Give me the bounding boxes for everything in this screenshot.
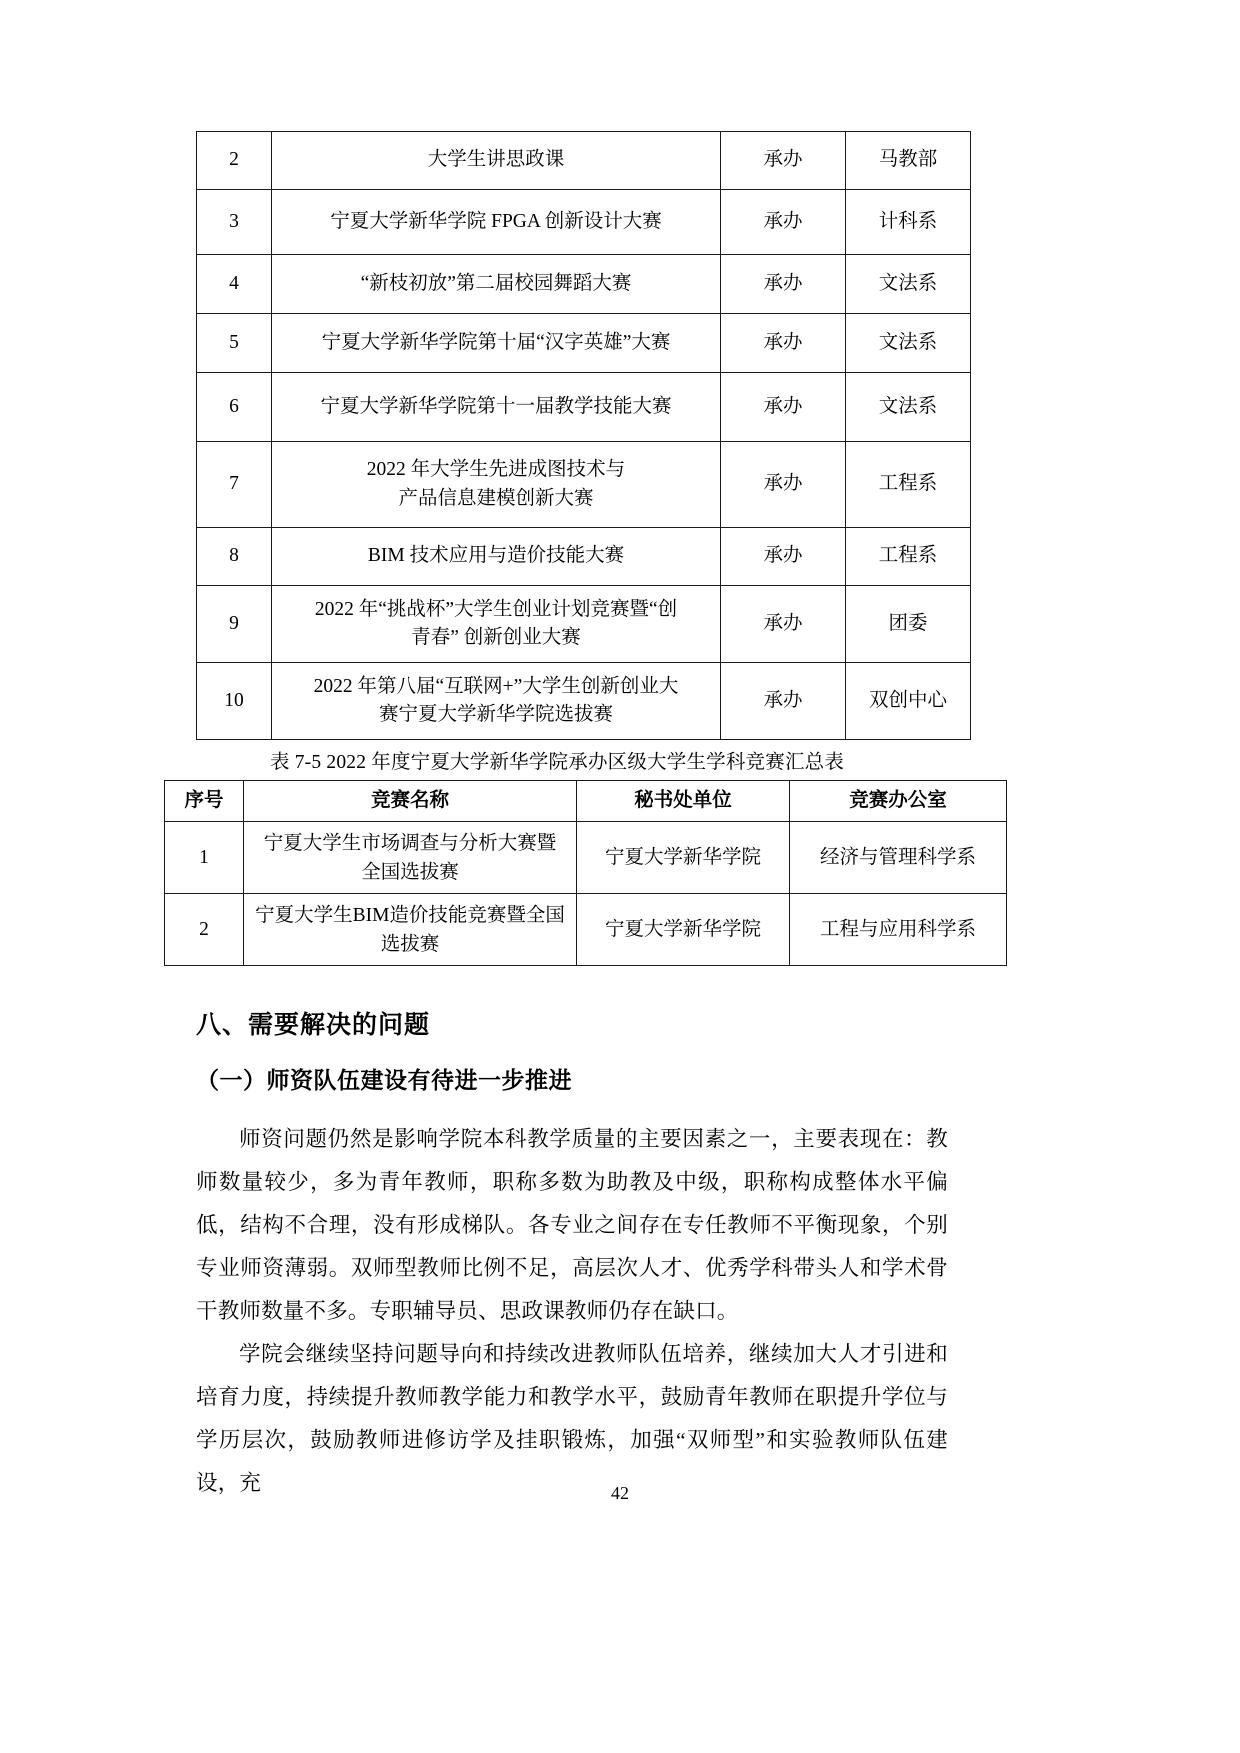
body-text-block <box>196 1118 948 1505</box>
cell-dept: 工程系 <box>846 442 971 528</box>
cell-role: 承办 <box>721 314 846 373</box>
cell-dept: 文法系 <box>846 314 971 373</box>
cell-no: 8 <box>197 528 272 586</box>
cell-role: 承办 <box>721 132 846 190</box>
cell-name-line-2: 产品信息建模创新大赛 <box>398 487 594 509</box>
cell-secretariat: 宁夏大学新华学院 <box>577 822 790 894</box>
cell-no: 4 <box>197 255 272 314</box>
table-row <box>197 132 971 190</box>
table-header-row <box>165 781 1007 822</box>
table-row <box>197 442 971 528</box>
cell-dept: 工程系 <box>846 528 971 586</box>
table-body <box>197 132 971 740</box>
cell-name <box>244 894 577 966</box>
header-cell-secretariat: 秘书处单位 <box>577 781 790 822</box>
table-row <box>197 373 971 442</box>
cell-no: 7 <box>197 442 272 528</box>
competition-table-75 <box>164 780 976 966</box>
header-cell-office: 竞赛办公室 <box>790 781 1007 822</box>
cell-no: 5 <box>197 314 272 373</box>
table-row <box>197 663 971 740</box>
cell-name: “新枝初放”第二届校园舞蹈大赛 <box>272 255 721 314</box>
page-number: 42 <box>611 1483 629 1503</box>
header-cell-no: 序号 <box>165 781 244 822</box>
table-row <box>197 528 971 586</box>
cell-name-line-1: 2022 年“挑战杯”大学生创业计划竞赛暨“创 <box>314 598 678 620</box>
cell-role: 承办 <box>721 373 846 442</box>
cell-no: 10 <box>197 663 272 740</box>
cell-dept: 团委 <box>846 586 971 663</box>
cell-dept: 文法系 <box>846 373 971 442</box>
table-row <box>197 255 971 314</box>
table-body <box>165 822 1007 966</box>
cell-no: 1 <box>165 822 244 894</box>
cell-name-line-2: 选拔赛 <box>380 933 440 955</box>
cell-no: 2 <box>165 894 244 966</box>
cell-no: 3 <box>197 190 272 255</box>
cell-role: 承办 <box>721 528 846 586</box>
cell-name: BIM 技术应用与造价技能大赛 <box>272 528 721 586</box>
table-7-4 <box>196 131 971 740</box>
cell-name: 宁夏大学新华学院第十一届教学技能大赛 <box>272 373 721 442</box>
table-header <box>165 781 1007 822</box>
cell-name: 宁夏大学新华学院第十届“汉字英雄”大赛 <box>272 314 721 373</box>
cell-role: 承办 <box>721 586 846 663</box>
cell-role: 承办 <box>721 442 846 528</box>
cell-name-line-2: 赛宁夏大学新华学院选拔赛 <box>378 704 613 725</box>
cell-role: 承办 <box>721 190 846 255</box>
cell-secretariat: 宁夏大学新华学院 <box>577 894 790 966</box>
cell-office: 经济与管理科学系 <box>790 822 1007 894</box>
cell-dept: 双创中心 <box>846 663 971 740</box>
cell-name <box>272 586 721 663</box>
cell-dept: 文法系 <box>846 255 971 314</box>
cell-no: 2 <box>197 132 272 190</box>
cell-name-line-1: 宁夏大学生BIM造价技能竞赛暨全国 <box>255 904 565 926</box>
cell-name-line-1: 2022 年第八届“互联网+”大学生创新创业大 <box>313 675 679 697</box>
header-cell-name: 竞赛名称 <box>244 781 577 822</box>
table-row <box>197 314 971 373</box>
cell-name-line-2: 青春” 创新创业大赛 <box>411 627 581 648</box>
cell-name-line-1: 2022 年大学生先进成图技术与 <box>366 459 626 481</box>
cell-dept: 计科系 <box>846 190 971 255</box>
cell-name-line-2: 全国选拔赛 <box>361 861 459 883</box>
competition-table-continued <box>196 131 947 740</box>
cell-name <box>272 442 721 528</box>
cell-role: 承办 <box>721 255 846 314</box>
table-75-caption: 表 7-5 2022 年度宁夏大学新华学院承办区级大学生学科竞赛汇总表 <box>269 752 845 773</box>
cell-name-line-1: 宁夏大学生市场调查与分析大赛暨 <box>263 832 557 854</box>
table-row <box>165 894 1007 966</box>
section-heading: 八、需要解决的问题 <box>196 1010 431 1039</box>
cell-name <box>244 822 577 894</box>
cell-office: 工程与应用科学系 <box>790 894 1007 966</box>
table-row <box>197 190 971 255</box>
paragraph-1: 师资问题仍然是影响学院本科教学质量的主要因素之一，主要表现在：教师数量较少，多为青年教师，职称多数为助教及中级，职称构成整体水平偏低，结构不合理，没有形成梯队。各专业之间存在专任教师不平衡现象，个别专业师资薄弱。双师型教师比例不足，高层次人才、优秀学科带头人和学术骨干教师数量不多。专职辅导员、思政课教师仍存在缺口。 <box>196 1127 948 1323</box>
table-row <box>165 822 1007 894</box>
table-row <box>197 586 971 663</box>
cell-role: 承办 <box>721 663 846 740</box>
cell-no: 9 <box>197 586 272 663</box>
table-7-5 <box>164 780 1007 966</box>
cell-name <box>272 663 721 740</box>
section-subheading: （一）师资队伍建设有待进一步推进 <box>196 1068 572 1094</box>
cell-name: 宁夏大学新华学院 FPGA 创新设计大赛 <box>272 190 721 255</box>
cell-no: 6 <box>197 373 272 442</box>
cell-name: 大学生讲思政课 <box>272 132 721 190</box>
cell-dept: 马教部 <box>846 132 971 190</box>
paragraph-2: 学院会继续坚持问题导向和持续改进教师队伍培养，继续加大人才引进和培育力度，持续提升教师教学能力和教学水平，鼓励青年教师在职提升学位与学历层次，鼓励教师进修访学及挂职锻炼，加强“双师型”和实验教师队伍建设，充 <box>196 1342 948 1495</box>
